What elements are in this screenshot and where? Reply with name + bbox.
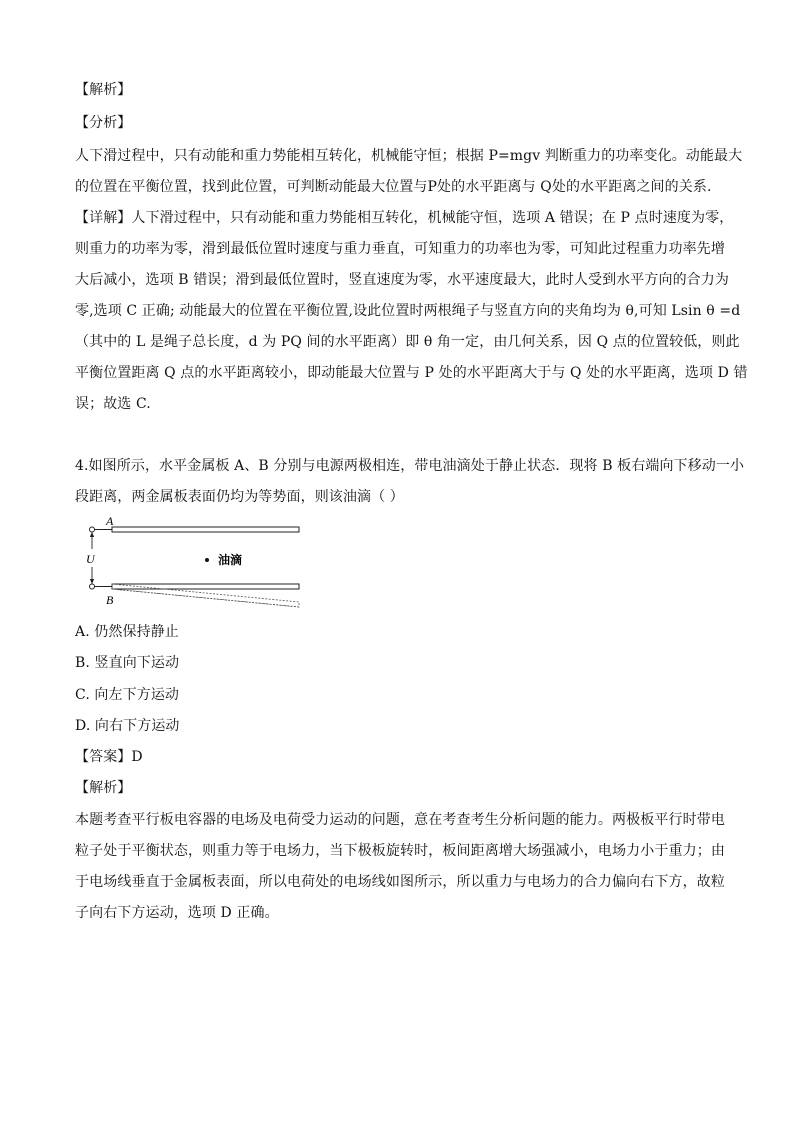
xiangjie-line: 误；故选 C. <box>75 396 151 412</box>
xiangjie-line: 则重力的功率为零，滑到最低位置时速度与重力垂直，可知重力的功率也为零，可知此过程重力功率先增 <box>75 241 725 257</box>
jiexi-tag: 【解析】 <box>75 780 132 796</box>
question-stem: 4.如图所示，水平金属板 A、B 分别与电源两极相连，带电油滴处于静止状态．现将 B 板右端向下移动一小 <box>75 458 745 474</box>
fenxi-line: 人下滑过程中，只有动能和重力势能相互转化，机械能守恒；根据 P=mgv 判断重力的功率变化。动能最大 <box>75 148 743 164</box>
terminal-a <box>90 527 95 532</box>
label-b: B <box>106 593 114 607</box>
analysis-tag: 【解析】 <box>75 82 132 98</box>
answer: 【答案】D <box>75 749 143 765</box>
xiangjie-line: 零,选项 C 正确; 动能最大的位置在平衡位置,设此位置时两根绳子与竖直方向的夹角均为 θ,可知 Lsin θ =d <box>75 303 741 319</box>
option-c: C. 向左下方运动 <box>75 687 180 703</box>
xiangjie-line: 大后减小，选项 B 错误；滑到最低位置时，竖直速度为零，水平速度最大，此时人受到水平方向的合力为 <box>75 272 729 288</box>
jiexi-line: 于电场线垂直于金属板表面，所以电荷处的电场线如图所示，所以重力与电场力的合力偏向右下方，故粒 <box>75 874 725 890</box>
jiexi-line: 本题考查平行板电容器的电场及电荷受力运动的问题，意在考查考生分析问题的能力。两极板平行时带电 <box>75 812 725 828</box>
label-u: U <box>86 552 95 566</box>
jiexi-line: 粒子处于平衡状态，则重力等于电场力，当下极板旋转时，板间距离增大场强减小，电场力小于重力；由 <box>75 843 725 859</box>
label-a: A <box>106 514 114 528</box>
option-d: D. 向右下方运动 <box>75 718 180 734</box>
capacitor-figure <box>84 513 304 608</box>
oil-drop-dot <box>205 558 209 562</box>
xiangjie-line: （其中的 L 是绳子总长度，d 为 PQ 间的水平距离）即 θ 角一定，由几何关系，因 Q 点的位置较低，则此 <box>75 334 740 350</box>
xiangjie-line: 【详解】人下滑过程中，只有动能和重力势能相互转化，机械能守恒，选项 A 错误；在 P 点时速度为零， <box>75 210 734 226</box>
plate-a <box>112 527 299 532</box>
jiexi-line: 子向右下方运动，选项 D 正确。 <box>75 905 279 921</box>
option-a: A. 仍然保持静止 <box>75 624 179 640</box>
fenxi-tag: 【分析】 <box>75 115 132 131</box>
fenxi-line: 的位置在平衡位置，找到此位置，可判断动能最大位置与P处的水平距离与 Q处的水平距离之间的关系. <box>75 179 712 195</box>
question-stem: 段距离，两金属板表面仍均为等势面，则该油滴（ ） <box>75 489 404 505</box>
xiangjie-line: 平衡位置距离 Q 点的水平距离较小，即动能最大位置与 P 处的水平距离大于与 Q 处的水平距离，选项 D 错 <box>75 365 748 381</box>
oil-drop-label: 油滴 <box>218 553 243 567</box>
terminal-b <box>90 584 95 589</box>
option-b: B. 竖直向下运动 <box>75 655 180 671</box>
